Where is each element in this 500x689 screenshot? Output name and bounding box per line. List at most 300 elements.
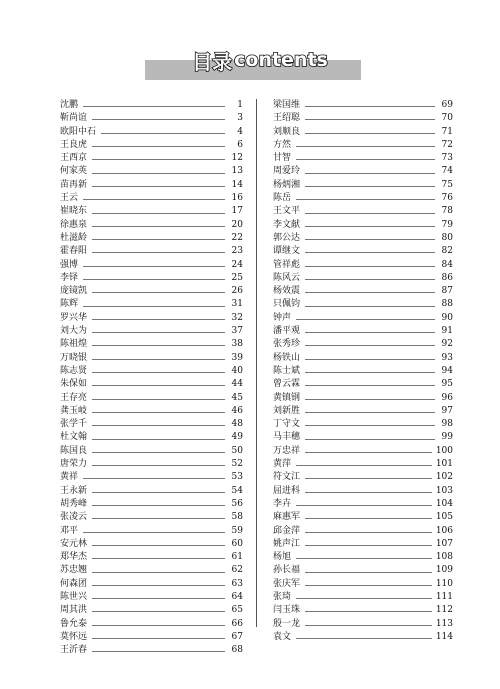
toc-entry-page: 25 <box>231 272 243 283</box>
toc-entry[interactable] <box>273 538 453 551</box>
toc-entry-name: 王沂春 <box>60 645 88 656</box>
toc-entry-page: 87 <box>441 286 453 297</box>
toc-leader-line <box>305 452 432 453</box>
toc-leader-line <box>92 359 225 360</box>
toc-entry-page: 76 <box>441 193 453 204</box>
toc-entry-name: 郭公达 <box>273 232 301 243</box>
toc-entry-name: 管祥彪 <box>273 259 301 270</box>
toc-entry[interactable] <box>273 511 453 524</box>
toc-leader-line <box>305 385 435 386</box>
toc-entry[interactable] <box>273 352 453 365</box>
toc-leader-line <box>296 465 432 466</box>
toc-entry[interactable] <box>273 618 453 631</box>
toc-entry-name: 陈国良 <box>60 445 88 456</box>
toc-entry-name: 刘大为 <box>60 326 88 337</box>
toc-entry-page: 86 <box>441 272 453 283</box>
toc-leader-line <box>305 625 432 626</box>
toc-leader-line <box>305 292 435 293</box>
toc-leader-line <box>305 173 435 174</box>
toc-entry-name: 闫玉珠 <box>273 605 301 616</box>
toc-entry-name: 沈鹏 <box>60 100 79 110</box>
toc-entry-name: 崔晓东 <box>60 206 88 217</box>
toc-entry[interactable] <box>273 551 453 564</box>
toc-entry[interactable] <box>60 378 243 391</box>
toc-leader-line <box>305 119 435 120</box>
toc-entry[interactable] <box>60 285 243 298</box>
toc-entry-page: 88 <box>441 299 453 310</box>
toc-entry[interactable] <box>60 192 243 205</box>
toc-entry-name: 何家英 <box>60 166 88 177</box>
toc-entry-page: 14 <box>231 179 243 190</box>
toc-leader-line <box>83 306 225 307</box>
toc-entry-name: 王云 <box>60 193 79 204</box>
title-en: contents <box>234 49 328 71</box>
toc-entry[interactable] <box>60 325 243 338</box>
toc-entry-page: 39 <box>231 352 243 363</box>
toc-entry-page: 53 <box>231 472 243 483</box>
toc-entry-name: 朱保如 <box>60 379 88 390</box>
toc-entry[interactable] <box>60 219 243 232</box>
toc-entry-name: 马丰穗 <box>273 432 301 443</box>
toc-entry-name: 王绍聪 <box>273 113 301 124</box>
toc-entry-name: 张学千 <box>60 419 88 430</box>
toc-leader-line <box>296 159 435 160</box>
toc-leader-line <box>305 545 432 546</box>
toc-leader-line <box>92 611 225 612</box>
toc-entry[interactable] <box>273 205 453 218</box>
toc-entry-name: 李铎 <box>60 272 79 283</box>
toc-entry-name: 周其洪 <box>60 605 88 616</box>
toc-leader-line <box>305 279 435 280</box>
toc-entry-name: 李卉 <box>273 498 292 509</box>
toc-entry[interactable] <box>273 139 453 152</box>
toc-entry-name: 唐荣力 <box>60 459 88 470</box>
toc-entry-name: 杨铁山 <box>273 352 301 363</box>
toc-entry-page: 24 <box>231 259 243 270</box>
toc-entry[interactable] <box>60 564 243 577</box>
toc-entry-page: 1 <box>237 100 243 110</box>
toc-entry-page: 113 <box>435 618 453 629</box>
toc-entry-page: 97 <box>441 405 453 416</box>
toc-entry-page: 93 <box>441 352 453 363</box>
toc-entry-name: 杨旭 <box>273 552 292 563</box>
toc-entry-page: 108 <box>435 552 453 563</box>
toc-leader-line <box>101 133 225 134</box>
toc-entry[interactable] <box>273 564 453 577</box>
toc-entry[interactable] <box>60 511 243 524</box>
toc-entry[interactable] <box>60 152 243 165</box>
toc-leader-line <box>83 279 225 280</box>
toc-leader-line <box>305 518 432 519</box>
toc-entry[interactable] <box>273 405 453 418</box>
toc-entry[interactable] <box>60 591 243 604</box>
toc-leader-line <box>92 332 225 333</box>
toc-entry-name: 王文平 <box>273 206 301 217</box>
toc-leader-line <box>92 518 225 519</box>
toc-entry[interactable] <box>273 591 453 604</box>
toc-entry-name: 欧阳中石 <box>60 126 97 137</box>
toc-entry[interactable] <box>273 192 453 205</box>
toc-entry-page: 98 <box>441 419 453 430</box>
toc-leader-line <box>92 558 225 559</box>
toc-entry-page: 64 <box>231 591 243 602</box>
toc-entry-name: 潘平观 <box>273 326 301 337</box>
toc-entry-page: 60 <box>231 538 243 549</box>
toc-entry-name: 陈士斌 <box>273 365 301 376</box>
toc-leader-line <box>305 439 435 440</box>
toc-entry[interactable] <box>273 298 453 311</box>
toc-leader-line <box>305 399 435 400</box>
toc-entry-name: 张琦 <box>273 591 292 602</box>
toc-entry-name: 靳尚谊 <box>60 113 88 124</box>
toc-entry-name: 罗兴华 <box>60 312 88 323</box>
toc-leader-line <box>305 133 435 134</box>
toc-entry[interactable] <box>273 525 453 538</box>
toc-entry-page: 65 <box>231 605 243 616</box>
toc-entry[interactable] <box>60 99 243 112</box>
toc-entry-page: 95 <box>441 379 453 390</box>
toc-entry[interactable] <box>273 445 453 458</box>
toc-entry[interactable] <box>60 126 243 139</box>
toc-entry[interactable] <box>273 485 453 498</box>
toc-entry-name: 殷一龙 <box>273 618 301 629</box>
toc-entry-page: 54 <box>231 485 243 496</box>
toc-leader-line <box>83 199 225 200</box>
toc-entry-name: 谭继文 <box>273 246 301 257</box>
toc-leader-line <box>92 638 225 639</box>
toc-entry-page: 80 <box>441 232 453 243</box>
toc-entry-name: 李文献 <box>273 219 301 230</box>
toc-leader-line <box>92 252 225 253</box>
toc-leader-line <box>296 319 435 320</box>
toc-entry-name: 孙长福 <box>273 565 301 576</box>
toc-entry[interactable] <box>60 631 243 644</box>
toc-entry-page: 73 <box>441 153 453 164</box>
toc-leader-line <box>92 465 225 466</box>
toc-entry-name: 杨效震 <box>273 286 301 297</box>
toc-leader-line <box>92 412 225 413</box>
toc-leader-line <box>92 505 225 506</box>
toc-leader-line <box>92 119 225 120</box>
toc-entry-name: 万晓银 <box>60 352 88 363</box>
toc-entry-page: 31 <box>231 299 243 310</box>
toc-leader-line <box>92 226 225 227</box>
toc-leader-line <box>83 266 225 267</box>
toc-leader-line <box>92 572 225 573</box>
toc-entry-page: 40 <box>231 365 243 376</box>
toc-entry-name: 钟声 <box>273 312 292 323</box>
toc-entry[interactable] <box>273 498 453 511</box>
toc-entry-page: 71 <box>441 126 453 137</box>
toc-entry-page: 13 <box>231 166 243 177</box>
toc-entry-name: 黄祥 <box>60 472 79 483</box>
toc-entry-page: 72 <box>441 139 453 150</box>
toc-entry-name: 陈辉 <box>60 299 79 310</box>
toc-entry[interactable] <box>273 431 453 444</box>
toc-entry-page: 62 <box>231 565 243 576</box>
toc-entry[interactable] <box>60 485 243 498</box>
toc-entry[interactable] <box>60 139 243 152</box>
toc-entry-name: 邓平 <box>60 525 79 536</box>
toc-entry-name: 刘顺良 <box>273 126 301 137</box>
toc-entry-page: 32 <box>231 312 243 323</box>
toc-entry[interactable] <box>273 259 453 272</box>
toc-leader-line <box>296 146 435 147</box>
toc-leader-line <box>92 319 225 320</box>
toc-entry-name: 邱金萍 <box>273 525 301 536</box>
toc-leader-line <box>305 106 435 107</box>
toc-entry-page: 114 <box>435 631 453 642</box>
toc-entry-name: 曾云霖 <box>273 379 301 390</box>
toc-entry[interactable] <box>273 112 453 125</box>
toc-leader-line <box>92 545 225 546</box>
toc-leader-line <box>305 359 435 360</box>
toc-leader-line <box>92 186 225 187</box>
toc-entry-page: 16 <box>231 193 243 204</box>
toc-entry-page: 101 <box>435 459 453 470</box>
toc-entry[interactable] <box>273 219 453 232</box>
toc-entry-name: 陈风云 <box>273 272 301 283</box>
toc-entry[interactable] <box>273 392 453 405</box>
toc-leader-line <box>92 385 225 386</box>
toc-entry[interactable] <box>60 458 243 471</box>
toc-entry-name: 梁国维 <box>273 100 301 110</box>
toc-entry[interactable] <box>60 445 243 458</box>
toc-entry-name: 王良虎 <box>60 139 88 150</box>
toc-entry-name: 方然 <box>273 139 292 150</box>
toc-entry[interactable] <box>60 112 243 125</box>
toc-entry[interactable] <box>60 205 243 218</box>
toc-entry-page: 91 <box>441 326 453 337</box>
toc-entry[interactable] <box>60 551 243 564</box>
page-title <box>190 47 330 73</box>
toc-entry-page: 103 <box>435 485 453 496</box>
toc-leader-line <box>92 492 225 493</box>
toc-leader-line <box>92 452 225 453</box>
toc-entry[interactable] <box>60 578 243 591</box>
toc-entry-page: 4 <box>237 126 243 137</box>
toc-leader-line <box>92 399 225 400</box>
toc-entry-page: 44 <box>231 379 243 390</box>
toc-entry[interactable] <box>273 325 453 338</box>
toc-leader-line <box>92 159 225 160</box>
toc-entry[interactable] <box>60 431 243 444</box>
toc-entry-name: 周爱玲 <box>273 166 301 177</box>
toc-entry-page: 94 <box>441 365 453 376</box>
toc-entry-name: 苗再新 <box>60 179 88 190</box>
toc-entry-name: 王存亮 <box>60 392 88 403</box>
toc-right-column <box>273 99 453 644</box>
toc-entry[interactable] <box>273 312 453 325</box>
toc-entry-page: 100 <box>435 445 453 456</box>
toc-entry[interactable] <box>60 272 243 285</box>
toc-entry-page: 17 <box>231 206 243 217</box>
toc-leader-line <box>305 345 435 346</box>
toc-entry[interactable] <box>273 165 453 178</box>
toc-entry-name: 苏忠翘 <box>60 565 88 576</box>
toc-leader-line <box>296 558 432 559</box>
toc-entry-name: 张凌云 <box>60 512 88 523</box>
toc-entry-page: 109 <box>435 565 453 576</box>
toc-leader-line <box>92 439 225 440</box>
toc-entry[interactable] <box>60 245 243 258</box>
toc-entry-page: 49 <box>231 432 243 443</box>
toc-entry-page: 38 <box>231 339 243 350</box>
toc-entry-page: 48 <box>231 419 243 430</box>
toc-entry[interactable] <box>273 378 453 391</box>
toc-entry[interactable] <box>60 498 243 511</box>
toc-entry[interactable] <box>273 471 453 484</box>
toc-entry[interactable] <box>60 312 243 325</box>
toc-entry-page: 102 <box>435 472 453 483</box>
toc-entry-page: 59 <box>231 525 243 536</box>
toc-entry-name: 庞镜凯 <box>60 286 88 297</box>
toc-entry-page: 99 <box>441 432 453 443</box>
toc-entry-page: 50 <box>231 445 243 456</box>
toc-entry[interactable] <box>60 179 243 192</box>
toc-entry-page: 20 <box>231 219 243 230</box>
toc-entry[interactable] <box>60 418 243 431</box>
toc-entry-name: 安元林 <box>60 538 88 549</box>
toc-entry-name: 屈进科 <box>273 485 301 496</box>
toc-entry-name: 刘新胜 <box>273 405 301 416</box>
toc-entry[interactable] <box>273 272 453 285</box>
toc-entry-name: 麻惠军 <box>273 512 301 523</box>
toc-entry[interactable] <box>60 538 243 551</box>
toc-leader-line <box>92 372 225 373</box>
toc-entry[interactable] <box>273 285 453 298</box>
toc-entry[interactable] <box>273 152 453 165</box>
title-cn: 目录 <box>192 49 233 74</box>
toc-entry-page: 92 <box>441 339 453 350</box>
toc-entry[interactable] <box>60 365 243 378</box>
toc-entry-name: 胡秀峰 <box>60 498 88 509</box>
toc-entry[interactable] <box>60 392 243 405</box>
toc-leader-line <box>83 106 225 107</box>
toc-entry[interactable] <box>273 418 453 431</box>
toc-entry[interactable] <box>60 471 243 484</box>
toc-left-column <box>60 99 243 657</box>
toc-entry[interactable] <box>60 618 243 631</box>
toc-entry-name: 郑华杰 <box>60 552 88 563</box>
toc-entry-name: 何森团 <box>60 578 88 589</box>
toc-entry-page: 75 <box>441 179 453 190</box>
toc-entry-page: 82 <box>441 246 453 257</box>
toc-entry[interactable] <box>273 245 453 258</box>
toc-entry-name: 黄萍 <box>273 459 292 470</box>
toc-entry[interactable] <box>60 298 243 311</box>
toc-entry-page: 90 <box>441 312 453 323</box>
toc-entry[interactable] <box>60 232 243 245</box>
toc-entry[interactable] <box>273 232 453 245</box>
toc-entry-name: 莫怀远 <box>60 631 88 642</box>
toc-entry-page: 104 <box>435 498 453 509</box>
toc-leader-line <box>305 572 432 573</box>
toc-leader-line <box>83 532 225 533</box>
toc-entry[interactable] <box>273 126 453 139</box>
toc-entry[interactable] <box>273 458 453 471</box>
toc-entry[interactable] <box>60 644 243 657</box>
toc-entry[interactable] <box>273 338 453 351</box>
toc-entry-page: 63 <box>231 578 243 589</box>
toc-entry-page: 68 <box>231 645 243 656</box>
toc-entry[interactable] <box>273 365 453 378</box>
toc-entry-name: 杜滋龄 <box>60 232 88 243</box>
toc-leader-line <box>305 226 435 227</box>
toc-entry-page: 110 <box>435 578 453 589</box>
toc-entry[interactable] <box>273 631 453 644</box>
toc-entry-page: 6 <box>237 139 243 150</box>
toc-entry-name: 陈志贤 <box>60 365 88 376</box>
toc-entry-page: 106 <box>435 525 453 536</box>
toc-entry-page: 22 <box>231 232 243 243</box>
toc-leader-line <box>92 146 225 147</box>
toc-entry[interactable] <box>60 165 243 178</box>
toc-entry-name: 杨炳湘 <box>273 179 301 190</box>
toc-entry[interactable] <box>60 525 243 538</box>
toc-entry-page: 105 <box>435 512 453 523</box>
toc-entry-name: 黄镇钢 <box>273 392 301 403</box>
toc-entry-name: 鲁允泰 <box>60 618 88 629</box>
toc-leader-line <box>296 598 432 599</box>
toc-entry-name: 袁文 <box>273 631 292 642</box>
toc-entry[interactable] <box>60 338 243 351</box>
toc-leader-line <box>83 478 225 479</box>
toc-leader-line <box>305 532 432 533</box>
toc-entry-page: 45 <box>231 392 243 403</box>
toc-entry-name: 徐惠泉 <box>60 219 88 230</box>
toc-entry-page: 67 <box>231 631 243 642</box>
toc-leader-line <box>305 412 435 413</box>
toc-entry[interactable] <box>60 259 243 272</box>
toc-leader-line <box>296 199 435 200</box>
toc-entry[interactable] <box>60 352 243 365</box>
toc-entry-page: 37 <box>231 326 243 337</box>
toc-entry-page: 66 <box>231 618 243 629</box>
toc-entry-page: 52 <box>231 459 243 470</box>
toc-leader-line <box>305 266 435 267</box>
toc-entry-name: 王西京 <box>60 153 88 164</box>
toc-leader-line <box>305 239 435 240</box>
toc-entry-name: 甘智 <box>273 153 292 164</box>
toc-leader-line <box>305 332 435 333</box>
toc-entry[interactable] <box>60 405 243 418</box>
toc-entry-page: 70 <box>441 113 453 124</box>
toc-leader-line <box>92 598 225 599</box>
toc-entry[interactable] <box>273 578 453 591</box>
toc-entry-name: 霍春阳 <box>60 246 88 257</box>
toc-entry-name: 符文江 <box>273 472 301 483</box>
toc-entry-name: 陈祖煌 <box>60 339 88 350</box>
toc-entry-page: 46 <box>231 405 243 416</box>
toc-entry-name: 杜文翰 <box>60 432 88 443</box>
toc-leader-line <box>305 186 435 187</box>
toc-leader-line <box>305 585 432 586</box>
toc-entry-page: 74 <box>441 166 453 177</box>
toc-entry-page: 112 <box>435 605 453 616</box>
toc-entry[interactable] <box>273 179 453 192</box>
toc-entry-page: 58 <box>231 512 243 523</box>
toc-entry-page: 78 <box>441 206 453 217</box>
column-divider <box>256 99 257 627</box>
toc-entry[interactable] <box>60 604 243 617</box>
toc-entry[interactable] <box>273 604 453 617</box>
toc-leader-line <box>305 425 435 426</box>
toc-entry-name: 姚声江 <box>273 538 301 549</box>
toc-leader-line <box>305 372 435 373</box>
toc-entry-name: 张庆军 <box>273 578 301 589</box>
toc-entry[interactable] <box>273 99 453 112</box>
